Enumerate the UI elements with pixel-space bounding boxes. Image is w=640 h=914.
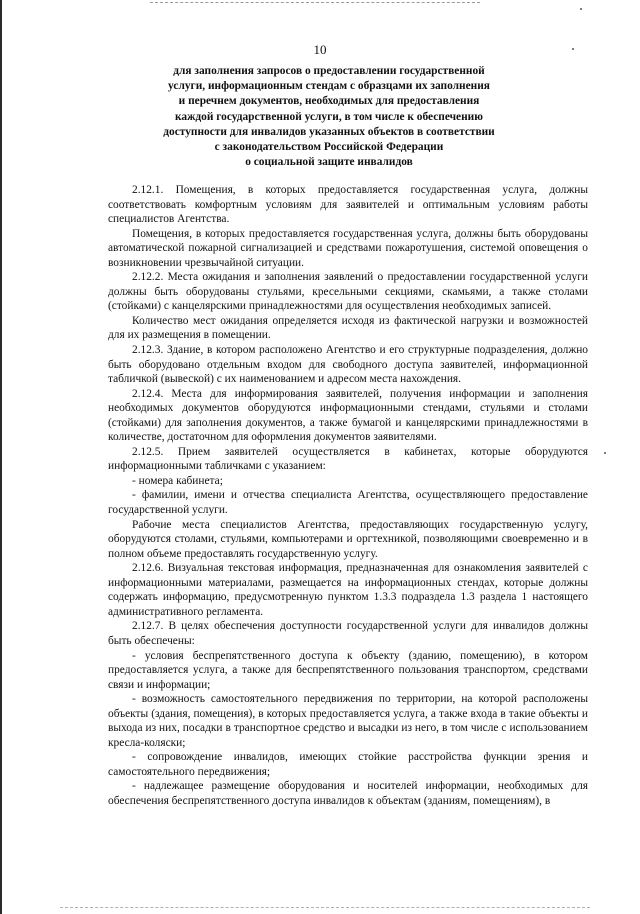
scan-speck <box>572 48 574 50</box>
list-item: - фамилии, имени и отчества специалиста Агентства, осуществляющего предоставление государственной услуги. <box>108 489 588 517</box>
paragraph: 2.12.1. Помещения, в которых предоставляется государственная услуга, должны соответствовать комфортным условиям для заявителей и оптимальным условиям работы специалистов Агентства. <box>108 184 588 226</box>
paragraph: Количество мест ожидания определяется исходя из фактической нагрузки и возможностей для их размещения в помещении. <box>108 314 588 342</box>
heading-line: с законодательством Российской Федерации <box>214 141 444 154</box>
list-item: - возможность самостоятельного передвижения по территории, на которой расположены объекты (здания, помещения), в которых предоставляется услуга, а также входа в такие объекты и выхода из них, посадки в транспортное средство и высадки из него, в том числе с использованием кресла-коляски; <box>108 693 588 749</box>
list-item: - условия беспрепятственного доступа к объекту (зданию, помещению), в котором предоставляется услуга, а также для беспрепятственного пользования транспортом, средствами связи и информации; <box>108 649 588 691</box>
heading-line: и перечнем документов, необходимых для предоставления <box>178 95 480 108</box>
paragraph: 2.12.7. В целях обеспечения доступности государственной услуги для инвалидов должны быть обеспечены: <box>108 620 588 647</box>
list-item: - сопровождение инвалидов, имеющих стойкие расстройства функции зрения и самостоятельного передвижения; <box>108 751 588 778</box>
scan-artifact-top <box>150 2 480 3</box>
scan-artifact-bottom <box>60 907 590 908</box>
heading-line: доступности для инвалидов указанных объектов в соответствии <box>163 125 495 138</box>
paragraph: 2.12.4. Места для информирования заявителей, получения информации и заполнения необходимых документов оборудуются информационными стендами, стульями и столами (стойками) для заполнения документов, а также бумагой и канцелярскими принадлежностями в количестве, достаточном для оформления документов заявителями. <box>108 387 588 444</box>
list-item: - надлежащее размещение оборудования и носителей информации, необходимых для обеспечения беспрепятственного доступа инвалидов к объектам (зданиям, помещениям), в <box>108 780 588 807</box>
paragraph: 2.12.6. Визуальная текстовая информация, предназначенная для ознакомления заявителей с информационными материалами, размещается на информационных стендах, которые должны содержать информацию, предусмотренную пунктом 1.3.3 подраздела 1.3 раздела 1 настоящего административного регламента. <box>108 562 588 618</box>
scan-edge-mark <box>0 0 2 914</box>
page-number: 10 <box>313 42 327 57</box>
heading-line: услуги, информационным стендам с образцами их заполнения <box>168 80 490 93</box>
paragraph: Помещения, в которых предоставляется государственная услуга, должны быть оборудованы автоматической пожарной сигнализацией и средствами пожаротушения, системой оповещения о возникновении чрезвычайной ситуации. <box>108 227 588 269</box>
heading-line: каждой государственной услуги, в том числе к обеспечению <box>175 110 483 123</box>
document-body <box>108 183 588 809</box>
section-heading <box>140 64 518 170</box>
paragraph: 2.12.2. Места ожидания и заполнения заявлений о предоставлении государственной услуги должны быть оборудованы стульями, кресельными секциями, скамьями, а также столами (стойками) с канцелярскими принадлежностями для осуществления необходимых записей. <box>108 271 588 313</box>
paragraph: 2.12.3. Здание, в котором расположено Агентство и его структурные подразделения, должно быть оборудовано отдельным входом для свободного доступа заявителей, информационной табличкой (вывеской) с их наименованием и адресом места нахождения. <box>108 344 588 386</box>
heading-line: для заполнения запросов о предоставлении государственной <box>173 65 485 77</box>
scan-speck <box>604 452 606 454</box>
list-item: - номера кабинета; <box>132 474 223 487</box>
heading-line: о социальной защите инвалидов <box>245 156 413 169</box>
paragraph: 2.12.5. Прием заявителей осуществляется в кабинетах, которые оборудуются информационными табличками с указанием: <box>108 445 588 473</box>
paragraph: Рабочие места специалистов Агентства, предоставляющих государственную услугу, оборудуются столами, стульями, компьютерами и оргтехникой, позволяющими своевременно и в полном объеме предоставлять государственную услугу. <box>108 518 588 560</box>
scan-speck <box>580 8 582 10</box>
